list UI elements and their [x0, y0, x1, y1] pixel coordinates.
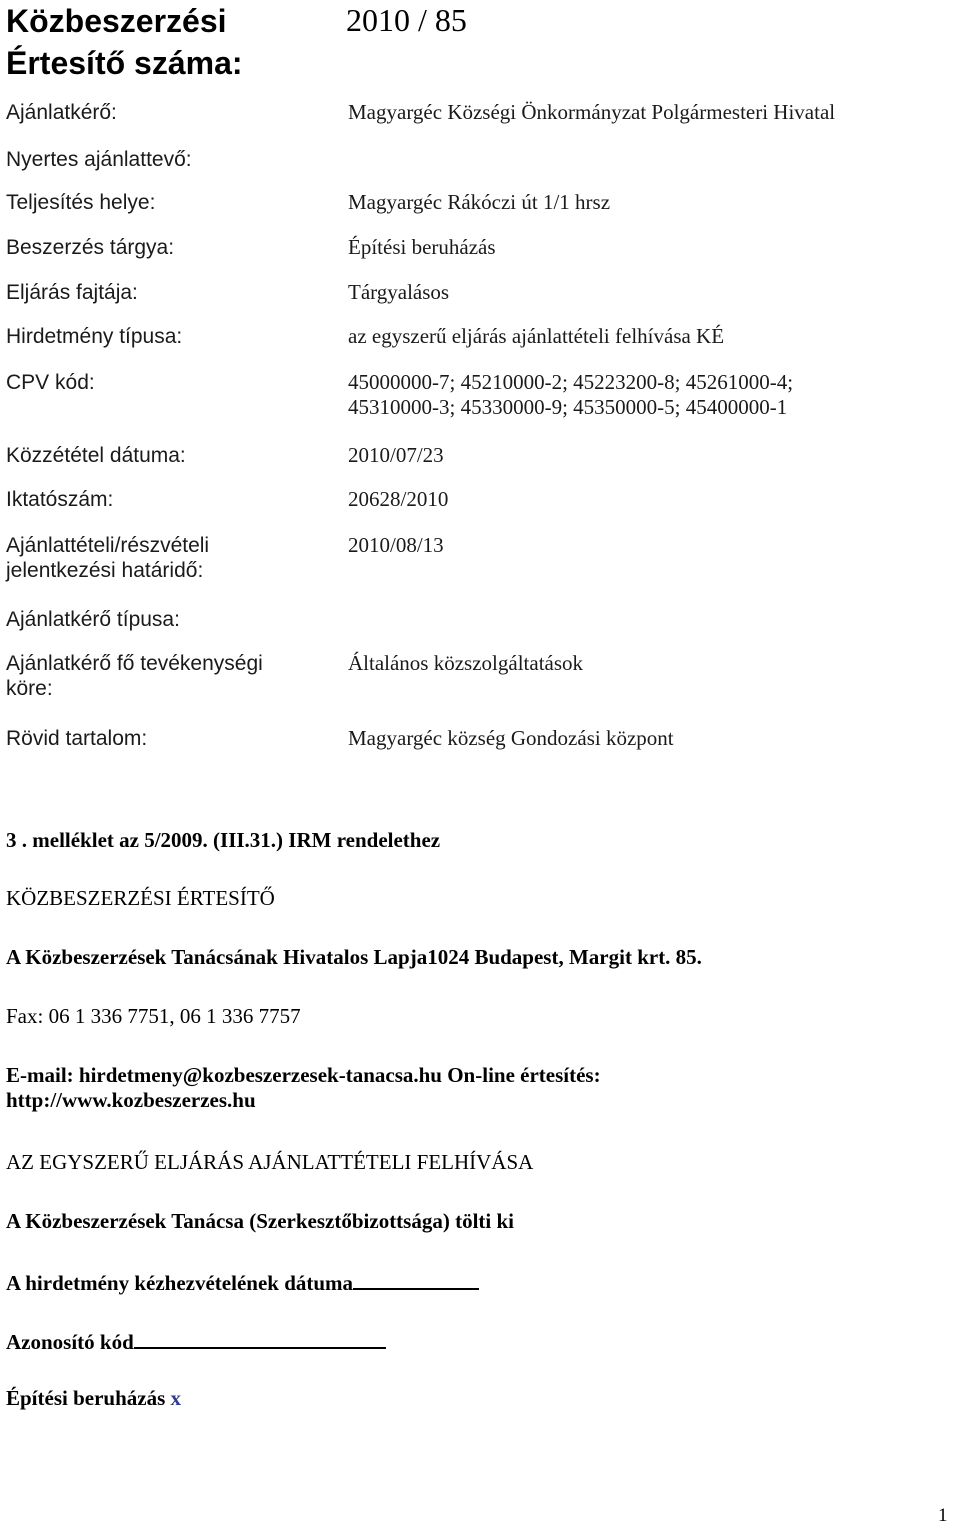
editorial-board-line: A Közbeszerzések Tanácsa (Szerkesztőbizottsága) tölti ki: [6, 1209, 515, 1233]
identifier-line: Azonosító kód: [6, 1327, 386, 1355]
label-tartalom: Rövid tartalom:: [6, 727, 148, 750]
fax-line: Fax: 06 1 336 7751, 06 1 336 7757: [6, 1004, 301, 1028]
value-beszerzes: Építési beruházás: [348, 235, 496, 259]
label-tevekenyseg: Ajánlatkérő fő tevékenységi köre:: [6, 652, 263, 700]
value-cpv: 45000000-7; 45210000-2; 45223200-8; 45261000-4; 45310000-3; 45330000-9; 45350000-5; 45400000-1: [348, 370, 794, 419]
value-iktatoszam: 20628/2010: [348, 487, 449, 511]
value-teljesites: Magyargéc Rákóczi út 1/1 hrsz: [348, 190, 611, 214]
bulletin-heading: KÖZBESZERZÉSI ÉRTESÍTŐ: [6, 886, 275, 910]
notice-heading: AZ EGYSZERŰ ELJÁRÁS AJÁNLATTÉTELI FELHÍVÁSA: [6, 1150, 534, 1174]
value-hirdetmeny: az egyszerű eljárás ajánlattételi felhívása KÉ: [348, 324, 725, 348]
label-eljaras: Eljárás fajtája:: [6, 281, 138, 304]
label-beszerzes: Beszerzés tárgya:: [6, 236, 175, 259]
construction-line: Építési beruházás x: [6, 1386, 182, 1410]
value-hatarido: 2010/08/13: [348, 533, 444, 557]
label-nyertes: Nyertes ajánlattevő:: [6, 148, 192, 171]
value-ajanlatkero: Magyargéc Községi Önkormányzat Polgármesteri Hivatal: [348, 100, 836, 124]
page-number: 1: [938, 1505, 948, 1526]
label-ajanlatkero: Ajánlatkérő:: [6, 101, 117, 124]
label-hirdetmeny: Hirdetmény típusa:: [6, 325, 183, 348]
value-tartalom: Magyargéc község Gondozási központ: [348, 726, 674, 750]
official-journal-line: A Közbeszerzések Tanácsának Hivatalos Lapja1024 Budapest, Margit krt. 85.: [6, 945, 702, 969]
annex-reference: 3 . melléklet az 5/2009. (III.31.) IRM rendelethez: [6, 828, 441, 852]
label-hatarido: Ajánlattételi/részvételi jelentkezési határidő:: [6, 534, 210, 582]
value-eljaras: Tárgyalásos: [348, 280, 450, 304]
label-kozzetetel: Közzététel dátuma:: [6, 444, 186, 467]
construction-checkmark: x: [170, 1386, 182, 1410]
label-tipus: Ajánlatkérő típusa:: [6, 608, 180, 631]
bulletin-number: 2010 / 85: [346, 2, 467, 38]
receipt-date-line: A hirdetmény kézhezvételének dátuma: [6, 1268, 479, 1296]
label-cpv: CPV kód:: [6, 371, 95, 394]
receipt-date-blank: [353, 1268, 479, 1290]
value-kozzetetel: 2010/07/23: [348, 443, 444, 467]
label-teljesites: Teljesítés helye:: [6, 191, 156, 214]
email-line: E-mail: hirdetmeny@kozbeszerzesek-tanacsa.hu On-line értesítés: http://www.kozbeszerzes.hu: [6, 1063, 601, 1112]
page-title: Közbeszerzési Értesítő száma:: [6, 3, 243, 81]
label-iktatoszam: Iktatószám:: [6, 488, 114, 511]
identifier-blank: [134, 1327, 386, 1349]
value-tevekenyseg: Általános közszolgáltatások: [348, 651, 584, 675]
